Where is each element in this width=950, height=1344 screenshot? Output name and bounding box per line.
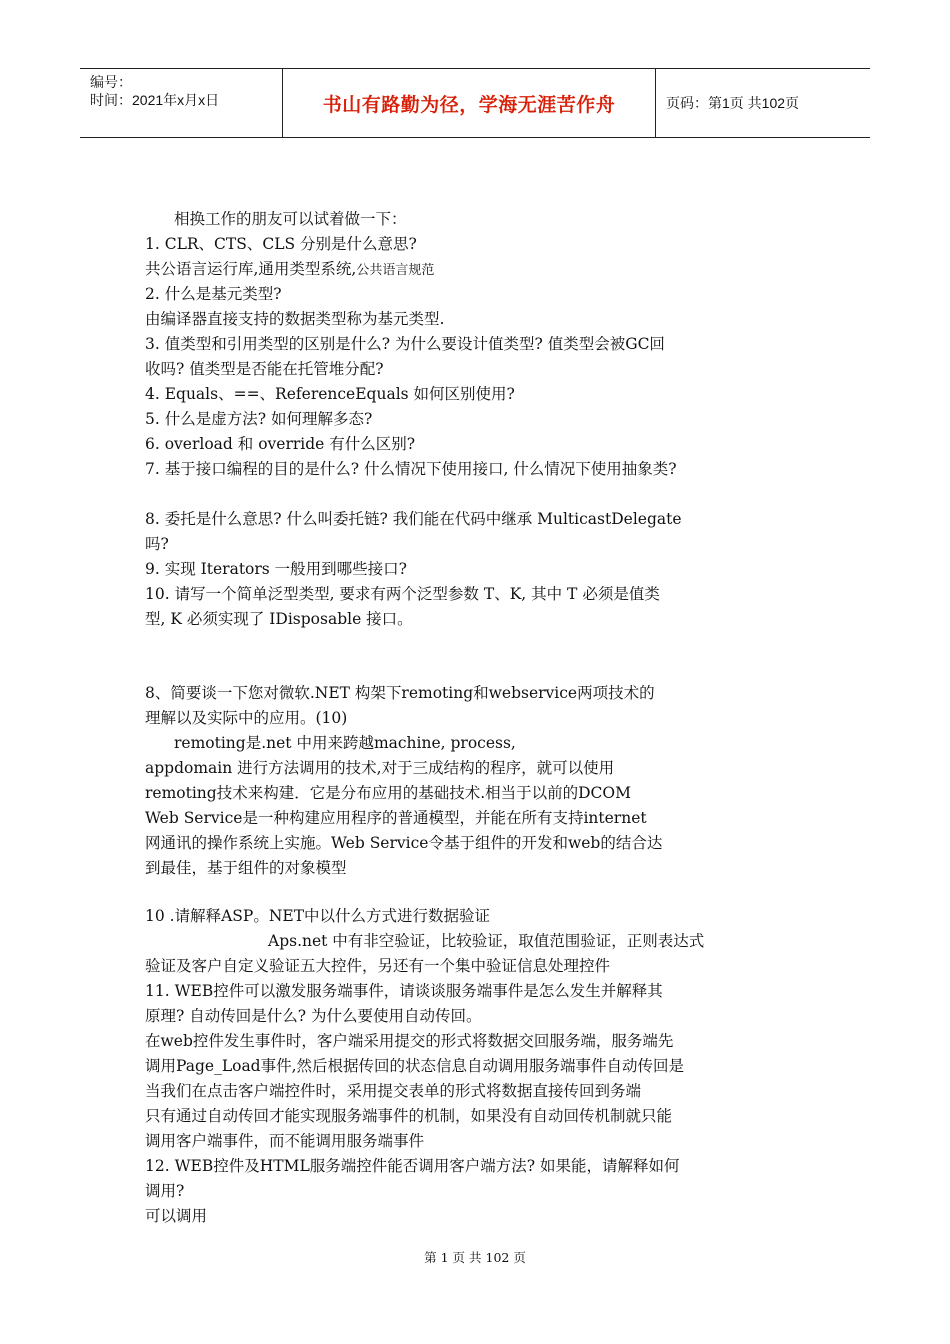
section-12-title-line-2: 调用? [145,1182,185,1200]
section-8-body-3: remoting技术来构建．它是分布应用的基础技术.相当于以前的DCOM [145,784,631,802]
question-1: 1. CLR、CTS、CLS 分别是什么意思? [145,235,417,253]
section-11-body-4: 只有通过自动传回才能实现服务端事件的机制，如果没有自动回传机制就只能 [145,1107,673,1125]
section-11-body-3: 当我们在点击客户端控件时，采用提交表单的形式将数据直接传回到务端 [145,1082,642,1100]
question-9: 9. 实现 Iterators 一般用到哪些接口? [145,560,407,578]
section-8-body-5: 网通讯的操作系统上实施。Web Service令基于组件的开发和web的结合达 [145,834,663,852]
section-10-body-1: Aps.net 中有非空验证，比较验证，取值范围验证，正则表达式 [268,932,705,950]
answer-1-main: 共公语言运行库,通用类型系统, [145,260,357,278]
intro-line: 相换工作的朋友可以试着做一下： [174,210,407,228]
motto-text: 书山有路勤为径，学海无涯苦作舟 [322,93,616,116]
section-8-body-4: Web Service是一种构建应用程序的普通模型，并能在所有支持internet [145,809,647,827]
question-10-line-1: 10. 请写一个简单泛型类型, 要求有两个泛型参数 T、K, 其中 T 必须是值类 [145,585,660,603]
date-label: 时间：2021年x月x日 [90,92,220,108]
section-8-title-line-1: 8、简要谈一下您对微软.NET 构架下remoting和webservice两项技术的 [145,684,655,702]
header-left-cell [80,69,283,137]
question-6: 6. overload 和 override 有什么区别? [145,435,416,453]
section-12-title-line-1: 12. WEB控件及HTML服务端控件能否调用客户端方法? 如果能，请解释如何 [145,1157,680,1175]
number-label: 编号： [90,74,132,90]
question-2: 2. 什么是基元类型? [145,285,282,303]
answer-1-suffix: 公共语言规范 [356,263,435,278]
section-11-body-2: 调用Page_Load事件,然后根据传回的状态信息自动调用服务端事件自动传回是 [145,1057,685,1075]
question-8-line-2: 吗? [145,535,169,553]
section-10-title: 10 .请解释ASP。NET中以什么方式进行数据验证 [145,907,491,925]
header-table [80,68,870,138]
header-motto-cell [283,69,656,137]
section-8-title-line-2: 理解以及实际中的应用。(10) [145,709,348,727]
section-8-body-6: 到最佳，基于组件的对象模型 [145,859,347,877]
section-8-body-1: remoting是.net 中用来跨越machine, process, [174,734,516,752]
section-10-body-2: 验证及客户自定义验证五大控件，另还有一个集中验证信息处理控件 [145,957,611,975]
section-11-body-5: 调用客户端事件，而不能调用服务端事件 [145,1132,425,1150]
question-7: 7. 基于接口编程的目的是什么? 什么情况下使用接口, 什么情况下使用抽象类? [145,460,677,478]
question-3-line-2: 收吗? 值类型是否能在托管堆分配? [145,360,384,378]
question-5: 5. 什么是虚方法? 如何理解多态? [145,410,373,428]
section-11-body-1: 在web控件发生事件时，客户端采用提交的形式将数据交回服务端，服务端先 [145,1032,674,1050]
question-8-line-1: 8. 委托是什么意思? 什么叫委托链? 我们能在代码中继承 MulticastDelegate [145,510,682,528]
page-footer: 第 1 页 共 102 页 [424,1250,526,1265]
section-8-body-2: appdomain 进行方法调用的技术,对于三成结构的程序，就可以使用 [145,759,615,777]
answer-2: 由编译器直接支持的数据类型称为基元类型. [145,310,445,328]
section-11-title-line-1: 11. WEB控件可以激发服务端事件，请谈谈服务端事件是怎么发生并解释其 [145,982,663,1000]
section-12-body-1: 可以调用 [145,1207,208,1225]
section-11-title-line-2: 原理? 自动传回是什么? 为什么要使用自动传回。 [145,1007,482,1025]
answer-1 [145,259,434,281]
question-3-line-1: 3. 值类型和引用类型的区别是什么? 为什么要设计值类型? 值类型会被GC回 [145,335,665,353]
header-page-cell [656,69,870,137]
page-info: 页码：第1页 共102页 [666,95,800,111]
question-10-line-2: 型, K 必须实现了 IDisposable 接口。 [145,610,413,628]
question-4: 4. Equals、==、ReferenceEquals 如何区别使用? [145,385,515,403]
